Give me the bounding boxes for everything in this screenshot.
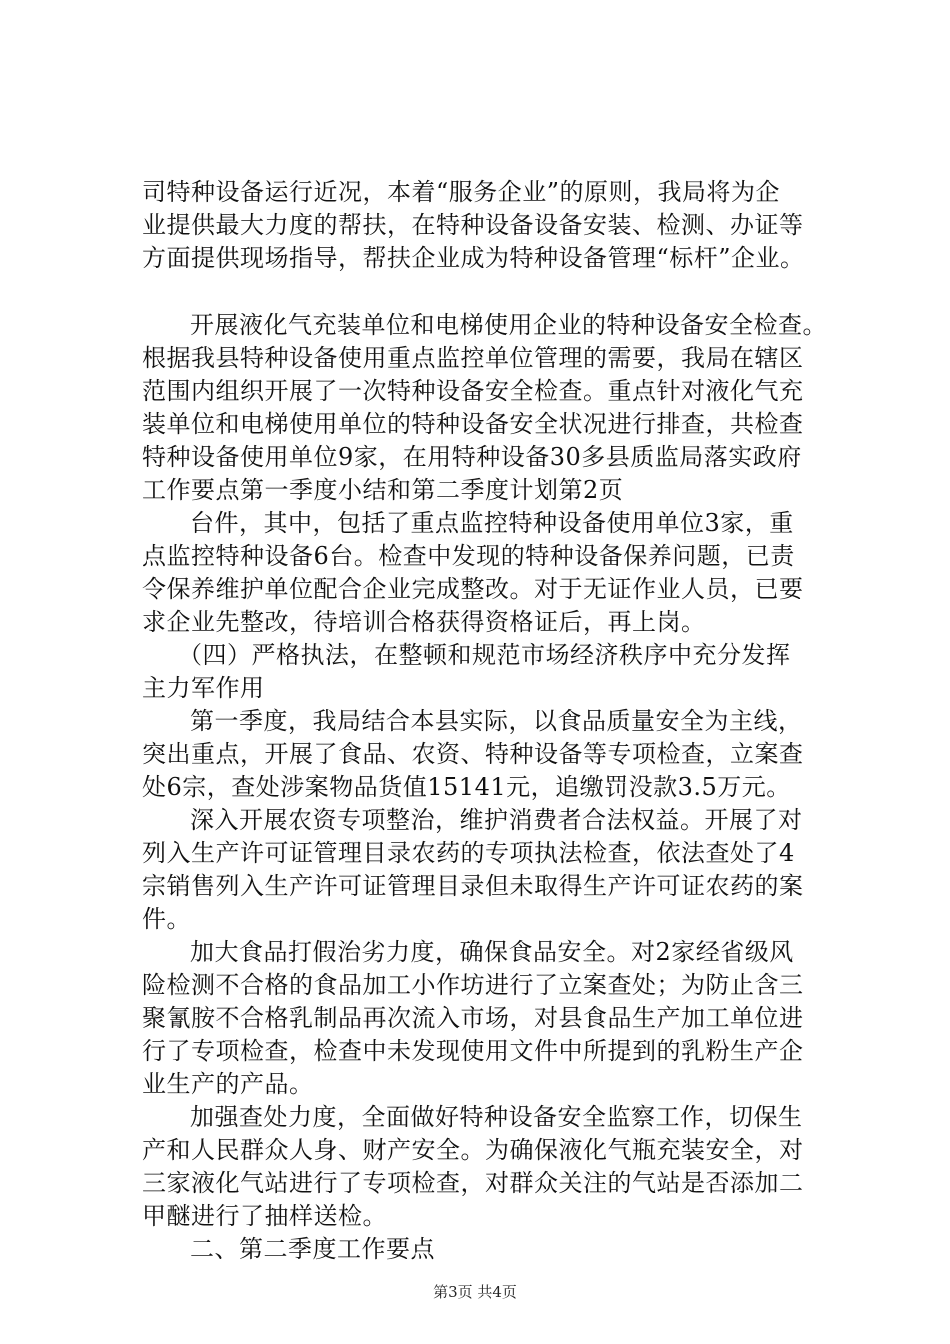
text-line: 业生产的产品。 [142,1070,314,1098]
text-line: 列入生产许可证管理目录农药的专项执法检查，依法查处了4 [142,839,795,867]
text-line: 第一季度，我局结合本县实际，以食品质量安全为主线， [190,707,803,735]
section-heading: 二、第二季度工作要点 [190,1235,435,1263]
text-line: 工作要点第一季度小结和第二季度计划第2页 [142,476,624,504]
text-line: 甲醚进行了抽样送检。 [142,1202,387,1230]
text-line: 范围内组织开展了一次特种设备安全检查。重点针对液化气充 [142,377,804,405]
text-line: 行了专项检查，检查中未发现使用文件中所提到的乳粉生产企 [142,1037,804,1065]
text-line: 开展液化气充装单位和电梯使用企业的特种设备安全检查。 [190,311,827,339]
text-line: 台件，其中，包括了重点监控特种设备使用单位3家，重 [190,509,794,537]
text-line: 装单位和电梯使用单位的特种设备安全状况进行排查，共检查 [142,410,804,438]
text-line: 方面提供现场指导，帮扶企业成为特种设备管理“标杆”企业。 [142,244,805,272]
text-line: 特种设备使用单位9家，在用特种设备30多县质监局落实政府 [142,443,802,471]
page-footer: 第3页 共4页 [433,1283,517,1301]
text-line: 产和人民群众人身、财产安全。为确保液化气瓶充装安全，对 [142,1136,804,1164]
text-line: 点监控特种设备6台。检查中发现的特种设备保养问题，已责 [142,542,795,570]
text-line: 深入开展农资专项整治，维护消费者合法权益。开展了对 [190,806,803,834]
text-line: 加强查处力度，全面做好特种设备安全监察工作，切保生 [190,1103,803,1131]
text-line: 加大食品打假治劣力度，确保食品安全。对2家经省级风 [190,938,794,966]
text-line: 突出重点，开展了食品、农资、特种设备等专项检查，立案查 [142,740,804,768]
text-line: 根据我县特种设备使用重点监控单位管理的需要，我局在辖区 [142,344,804,372]
text-line: 宗销售列入生产许可证管理目录但未取得生产许可证农药的案 [142,872,804,900]
text-line: 三家液化气站进行了专项检查，对群众关注的气站是否添加二 [142,1169,804,1197]
text-line: 业提供最大力度的帮扶，在特种设备设备安装、检测、办证等 [142,211,804,239]
text-line: 令保养维护单位配合企业完成整改。对于无证作业人员，已要 [142,575,804,603]
text-line: 司特种设备运行近况，本着“服务企业”的原则，我局将为企 [142,178,781,206]
section-heading: （四）严格执法，在整顿和规范市场经济秩序中充分发挥 [178,641,791,669]
text-line: 聚氰胺不合格乳制品再次流入市场，对县食品生产加工单位进 [142,1004,804,1032]
text-line: 件。 [142,905,191,933]
text-line: 险检测不合格的食品加工小作坊进行了立案查处；为防止含三 [142,971,804,999]
section-heading: 主力军作用 [142,674,265,702]
text-line: 处6宗，查处涉案物品货值15141元，追缴罚没款3.5万元。 [142,773,791,801]
text-line: 求企业先整改，待培训合格获得资格证后，再上岗。 [142,608,706,636]
